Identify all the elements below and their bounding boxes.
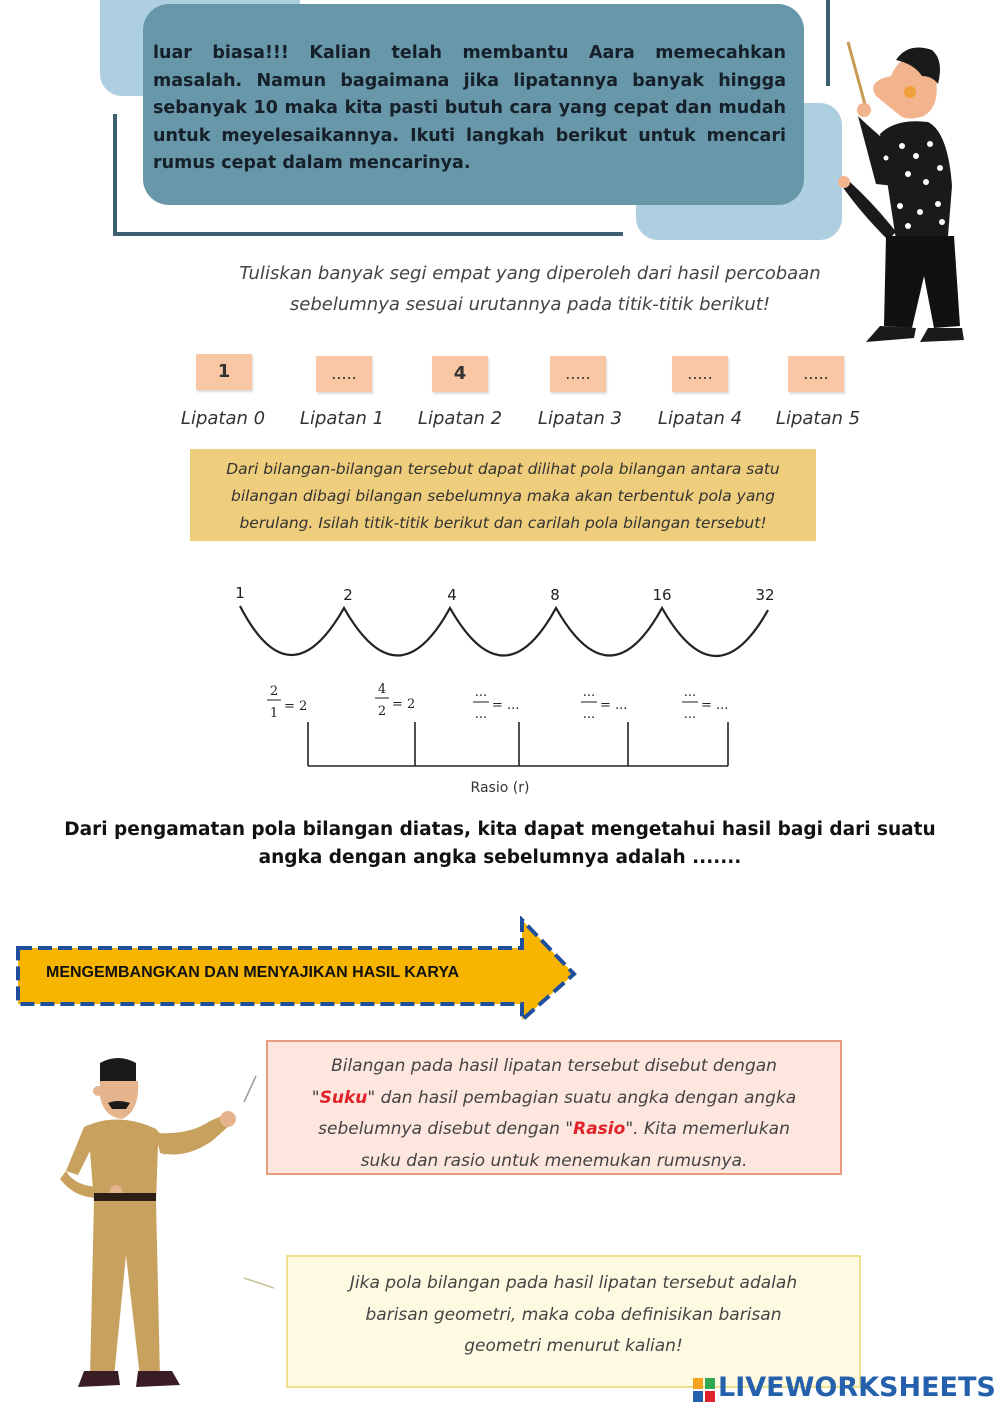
observation-text <box>40 816 960 872</box>
ratio-label: Rasio (r) <box>470 780 530 796</box>
terms-text: sebelumnya disebut dengan " <box>318 1119 574 1139</box>
ratio-denominator: 2 <box>377 704 387 719</box>
ratio-denominator-input[interactable]: ... <box>683 707 697 722</box>
instruction-line: Tuliskan banyak segi empat yang diperoleh dari hasil percobaan <box>239 263 821 284</box>
pattern-note-line: berulang. Isilah titik-titik berikut dan carilah pola bilangan tersebut! <box>239 514 767 532</box>
terms-line: Bilangan pada hasil lipatan tersebut disebut dengan <box>331 1056 777 1076</box>
ratio-diagram <box>220 578 790 808</box>
instruction-text <box>190 258 870 320</box>
fold-4-input[interactable]: ..... <box>672 356 728 392</box>
fold-label: Lipatan 3 <box>537 408 623 429</box>
fold-5-input[interactable]: ..... <box>788 356 844 392</box>
term-label: 1 <box>235 584 245 602</box>
term-label: 2 <box>343 586 353 604</box>
brand-name[interactable]: LIVEWORKSHEETS <box>718 1372 996 1403</box>
ratio-result-input[interactable]: = ... <box>701 698 729 713</box>
ratio-numerator-input[interactable]: ... <box>582 685 596 700</box>
question-line: barisan geometri, maka coba definisikan barisan <box>365 1304 782 1325</box>
observation-line: angka dengan angka sebelumnya adalah ....... <box>258 847 742 868</box>
ratio-denominator-input[interactable]: ... <box>582 707 596 722</box>
decor-line <box>113 232 623 236</box>
fold-label: Lipatan 4 <box>657 408 743 429</box>
terms-text: ". Kita memerlukan <box>625 1119 790 1139</box>
sequence-wave <box>240 606 768 656</box>
question-line: geometri menurut kalian! <box>464 1336 683 1356</box>
pattern-note <box>190 449 816 541</box>
fold-0-value: 1 <box>196 354 252 390</box>
fold-label: Lipatan 5 <box>775 408 861 429</box>
term-label: 32 <box>755 586 775 604</box>
ratio-numerator: 2 <box>269 684 279 699</box>
term-rasio: Rasio <box>573 1119 626 1139</box>
terms-text: " <box>311 1087 320 1108</box>
decor-line <box>113 114 117 236</box>
pattern-note-line: bilangan dibagi bilangan sebelumnya maka akan terbentuk pola yang <box>230 487 775 505</box>
question-box <box>286 1255 861 1388</box>
terms-line <box>278 1083 830 1115</box>
fold-label: Lipatan 2 <box>417 408 503 429</box>
ratio-result-input[interactable]: = ... <box>492 698 520 713</box>
term-label: 8 <box>550 586 560 604</box>
fold-label: Lipatan 1 <box>299 408 385 429</box>
ratio-result: = 2 <box>284 699 308 714</box>
ratio-result: = 2 <box>392 697 416 712</box>
fold-label: Lipatan 0 <box>180 408 266 429</box>
term-label: 16 <box>652 586 672 604</box>
fold-3-input[interactable]: ..... <box>550 356 606 392</box>
fold-1-input[interactable]: ..... <box>316 356 372 392</box>
liveworksheets-logo-icon <box>693 1378 715 1402</box>
intro-text: luar biasa!!! Kalian telah membantu Aara memecahkan masalah. Namun bagaimana jika lipatannya banyak hingga sebanyak 10 maka kita pasti butuh cara yang cepat dan mudah untuk meyelesaikannya. Ikuti langkah berikut untuk mencari rumus cepat dalam mencarinya. <box>153 43 786 173</box>
terms-box <box>266 1040 842 1175</box>
ratio-numerator-input[interactable]: ... <box>683 685 697 700</box>
term-suku: Suku <box>319 1087 368 1108</box>
ratio-denominator: 1 <box>269 706 279 721</box>
intro-speech-bubble <box>143 4 804 205</box>
banner-title: MENGEMBANGKAN DAN MENYAJIKAN HASIL KARYA <box>46 964 460 981</box>
fold-2-value: 4 <box>432 356 488 392</box>
terms-line <box>278 1114 830 1146</box>
pointer-line <box>240 1270 280 1300</box>
instruction-line: sebelumnya sesuai urutannya pada titik-titik berikut! <box>289 294 771 315</box>
question-line: Jika pola bilangan pada hasil lipatan tersebut adalah <box>349 1273 798 1293</box>
ratio-result-input[interactable]: = ... <box>600 698 628 713</box>
decor-line <box>826 0 830 86</box>
ratio-denominator-input[interactable]: ... <box>474 707 488 722</box>
observation-line: Dari pengamatan pola bilangan diatas, kita dapat mengetahui hasil bagi dari suatu <box>64 819 936 840</box>
pattern-note-line: Dari bilangan-bilangan tersebut dapat dilihat pola bilangan antara satu <box>226 460 780 478</box>
ratio-numerator-input[interactable]: ... <box>474 685 488 700</box>
terms-line: suku dan rasio untuk menemukan rumusnya. <box>360 1150 748 1171</box>
officer-illustration <box>60 1055 245 1395</box>
terms-text: " dan hasil pembagian suatu angka dengan angka <box>367 1087 797 1108</box>
term-label: 4 <box>447 586 457 604</box>
ratio-bracket <box>308 722 728 766</box>
ratio-numerator: 4 <box>377 682 387 697</box>
